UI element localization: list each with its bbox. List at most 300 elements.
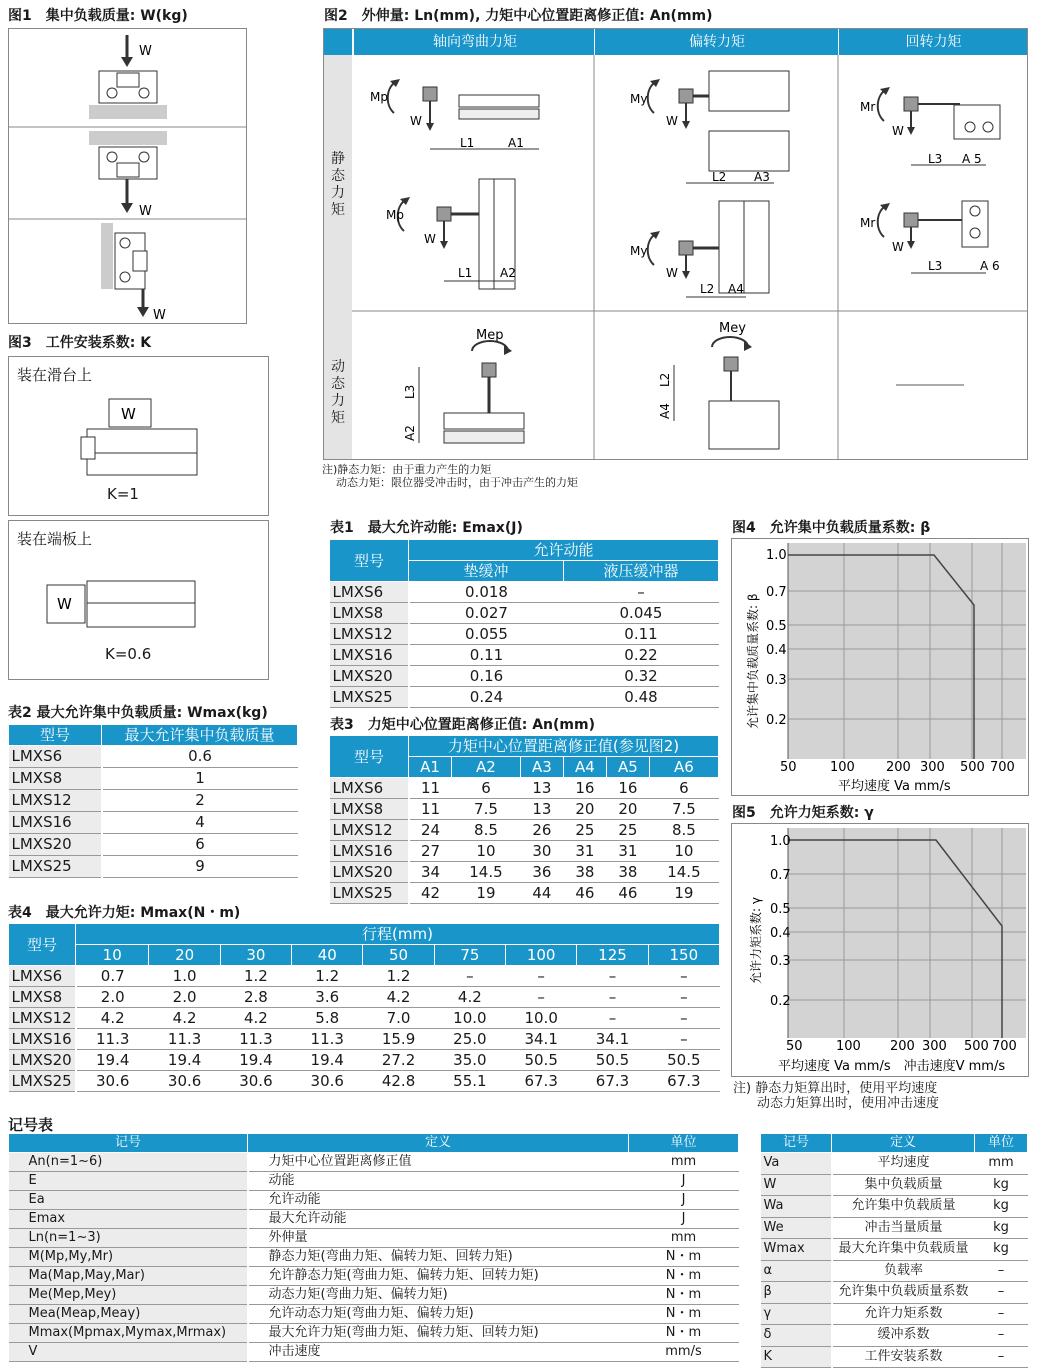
symbols-body-side <box>761 1153 1028 1368</box>
fig2-w5: W <box>892 124 904 138</box>
table1-cell: 0.32 <box>564 666 719 687</box>
symbols2-cell: 允许集中负载质量 <box>832 1196 975 1218</box>
fig4-xtick-6: 700 <box>990 760 1015 775</box>
table4-cell: 15.9 <box>363 1029 434 1050</box>
table3-row <box>330 862 719 883</box>
table4-col-header: 20 <box>149 945 220 966</box>
symbols-cell: 动能 <box>248 1172 629 1191</box>
table4-cell: 10.0 <box>434 1008 505 1029</box>
symbols2-cell: 缓冲系数 <box>832 1325 975 1347</box>
fig3-w1: W <box>121 405 136 423</box>
fig2-mep: Mep <box>476 328 504 343</box>
table2-row <box>9 768 298 790</box>
symbols-cell: 冲击速度 <box>248 1343 629 1362</box>
symbols2-cell: 冲击当量质量 <box>832 1217 975 1239</box>
table3-cell: LMXS12 <box>330 820 409 841</box>
fig4-ytick-2: 0.7 <box>766 585 787 600</box>
table4-colrow <box>9 945 720 966</box>
fig2-a2b: A2 <box>403 425 417 441</box>
symbols-row <box>9 1343 739 1362</box>
fig5-xtick-6: 700 <box>992 1039 1017 1054</box>
table4-cell: 19.4 <box>76 1050 149 1071</box>
table3-cell: 14.5 <box>451 862 520 883</box>
symbols2-cell: – <box>975 1282 1028 1304</box>
table2-row <box>9 856 298 878</box>
table2-cell: LMXS20 <box>9 834 102 856</box>
table3-cell: 13 <box>520 799 563 820</box>
table3-row <box>330 778 719 799</box>
fig2-my1: My <box>630 92 648 106</box>
symbols2-h-def: 定义 <box>832 1134 975 1153</box>
table3-cell: 16 <box>563 778 606 799</box>
fig2-mr2: Mr <box>860 216 876 230</box>
table3-cell: 46 <box>606 883 649 904</box>
table2-row <box>9 812 298 834</box>
symbols2-cell: kg <box>975 1174 1028 1196</box>
fig2-w1: W <box>410 114 422 128</box>
symbols2-cell: 集中负载质量 <box>832 1174 975 1196</box>
table3-col-header: A2 <box>451 757 520 778</box>
symbols-h-sym: 记号 <box>9 1134 248 1153</box>
symbols2-row <box>761 1174 1028 1196</box>
table3-title: 表3 力矩中心位置距离修正值: An(mm) <box>330 717 595 733</box>
fig5-note2: 动态力矩算出时，使用冲击速度 <box>757 1096 940 1111</box>
table3-cell: 7.5 <box>451 799 520 820</box>
table4-cell: LMXS6 <box>9 966 76 987</box>
table1-cell: 0.027 <box>409 603 564 624</box>
symbols-cell: N・m <box>629 1305 739 1324</box>
table3-cell: 11 <box>409 799 452 820</box>
fig2-w2: W <box>424 232 436 246</box>
table1-h-model: 型号 <box>330 540 409 582</box>
table3-cell: 34 <box>409 862 452 883</box>
fig5-ylabel: 允许力矩系数: γ <box>749 897 763 984</box>
fig4-ytick-1: 1.0 <box>766 548 787 563</box>
table4-cell: 34.1 <box>506 1029 577 1050</box>
table4-cell: 30.6 <box>220 1071 291 1092</box>
symbols-row <box>9 1172 739 1191</box>
table3-cell: 25 <box>563 820 606 841</box>
table3-row <box>330 841 719 862</box>
table2-cell: LMXS6 <box>9 746 102 768</box>
table1 <box>329 539 719 708</box>
table2-cell: 1 <box>102 768 298 790</box>
symbols2-cell: 工件安装系数 <box>832 1346 975 1368</box>
symbols2-cell: Wa <box>761 1196 832 1218</box>
table4-cell: 1.2 <box>220 966 291 987</box>
table3-cell: 26 <box>520 820 563 841</box>
symbols2-cell: β <box>761 1282 832 1304</box>
table3-cell: 6 <box>451 778 520 799</box>
symbols2-row <box>761 1303 1028 1325</box>
fig2-w3: W <box>666 114 678 128</box>
table1-cell: 0.11 <box>564 624 719 645</box>
symbols-cell: 允许动能 <box>248 1191 629 1210</box>
fig2-diagram <box>324 29 1027 459</box>
table3-cell: LMXS16 <box>330 841 409 862</box>
fig1-w3: W <box>153 308 166 323</box>
symbols-row <box>9 1324 739 1343</box>
table4-cell: 42.8 <box>363 1071 434 1092</box>
table4-cell: 27.2 <box>363 1050 434 1071</box>
table2-h-model: 型号 <box>9 725 102 746</box>
table4-cell: 50.5 <box>506 1050 577 1071</box>
symbols-cell: M(Mp,My,Mr) <box>9 1248 248 1267</box>
table1-title: 表1 最大允许动能: Emax(J) <box>330 520 523 536</box>
table2-row <box>9 746 298 768</box>
table1-row <box>330 645 719 666</box>
table4-cell: 30.6 <box>149 1071 220 1092</box>
symbols2-h-sym: 记号 <box>761 1134 832 1153</box>
fig3-mount2-diagram <box>43 577 223 637</box>
table2-title: 表2 最大允许集中负载质量: Wmax(kg) <box>8 705 268 721</box>
symbols2-cell: Wmax <box>761 1239 832 1261</box>
table4-cell: – <box>648 987 719 1008</box>
table3-col-header: A3 <box>520 757 563 778</box>
table4-cell: 67.3 <box>648 1071 719 1092</box>
fig4-ytick-4: 0.4 <box>766 643 787 658</box>
table1-cell: LMXS20 <box>330 666 409 687</box>
table4-row <box>9 1050 720 1071</box>
symbols-cell: J <box>629 1172 739 1191</box>
table4-cell: 4.2 <box>434 987 505 1008</box>
table1-cell: LMXS6 <box>330 582 409 603</box>
fig5-xtick-2: 100 <box>836 1039 861 1054</box>
table1-row <box>330 624 719 645</box>
table3-cell: 46 <box>563 883 606 904</box>
fig2-w4: W <box>666 266 678 280</box>
fig5-chart <box>732 824 1028 1076</box>
symbols-row <box>9 1248 739 1267</box>
table4-h-model: 型号 <box>9 924 76 966</box>
symbols2-cell: 最大允许集中负载质量 <box>832 1239 975 1261</box>
table3-cell: 31 <box>606 841 649 862</box>
symbols-row <box>9 1210 739 1229</box>
symbols2-cell: – <box>975 1303 1028 1325</box>
table4-col-header: 50 <box>363 945 434 966</box>
table2-cell: 4 <box>102 812 298 834</box>
symbols-table-main <box>8 1133 739 1362</box>
fig3-k2: K=0.6 <box>105 645 152 663</box>
fig5-xlabel: 平均速度 Va mm/s 冲击速度V mm/s <box>778 1059 1006 1074</box>
table4-cell: – <box>577 1008 648 1029</box>
fig5-xtick-1: 50 <box>786 1039 803 1054</box>
symbols2-cell: δ <box>761 1325 832 1347</box>
symbols-cell: J <box>629 1191 739 1210</box>
symbols2-cell: 允许集中负载质量系数 <box>832 1282 975 1304</box>
table4-cell: – <box>577 966 648 987</box>
symbols2-row <box>761 1196 1028 1218</box>
symbols-cell: Mea(Meap,Meay) <box>9 1305 248 1324</box>
table3-cell: 31 <box>563 841 606 862</box>
table3-cell: 30 <box>520 841 563 862</box>
fig2-a1: A1 <box>508 136 524 150</box>
symbols2-cell: α <box>761 1260 832 1282</box>
symbols-cell: 最大允许力矩(弯曲力矩、偏转力矩、回转力矩) <box>248 1324 629 1343</box>
symbols-row <box>9 1286 739 1305</box>
table4-cell: 67.3 <box>577 1071 648 1092</box>
fig2-mr1: Mr <box>860 100 876 114</box>
table4-cell: 19.4 <box>292 1050 363 1071</box>
table3-cell: 8.5 <box>451 820 520 841</box>
table4-cell: 30.6 <box>76 1071 149 1092</box>
symbols2-cell: 允许力矩系数 <box>832 1303 975 1325</box>
fig4-xtick-1: 50 <box>780 760 797 775</box>
symbols2-cell: – <box>975 1325 1028 1347</box>
table1-cell: 0.48 <box>564 687 719 708</box>
symbols-table-side <box>760 1133 1028 1368</box>
symbols-cell: Emax <box>9 1210 248 1229</box>
symbols-cell: mm <box>629 1229 739 1248</box>
table4-col-header: 75 <box>434 945 505 966</box>
table1-body <box>330 582 719 708</box>
table3-cell: 20 <box>606 799 649 820</box>
symbols-cell: An(n=1~6) <box>9 1153 248 1172</box>
table4-cell: 4.2 <box>363 987 434 1008</box>
table3-cell: 42 <box>409 883 452 904</box>
table2-h-val: 最大允许集中负载质量 <box>102 725 298 746</box>
table4-cell: 1.0 <box>149 966 220 987</box>
symbols-body-main <box>9 1153 739 1362</box>
table4-cell: 0.7 <box>76 966 149 987</box>
fig2-l1: L1 <box>460 136 475 150</box>
table4-cell: – <box>648 966 719 987</box>
symbols2-cell: γ <box>761 1303 832 1325</box>
table4-col-header: 150 <box>648 945 719 966</box>
symbols-cell: N・m <box>629 1324 739 1343</box>
table4-cell: 50.5 <box>577 1050 648 1071</box>
symbols2-cell: 负载率 <box>832 1260 975 1282</box>
symbols-cell: Ea <box>9 1191 248 1210</box>
table2-cell: 6 <box>102 834 298 856</box>
symbols2-row <box>761 1239 1028 1261</box>
fig2-l2c: L2 <box>658 372 672 387</box>
table4-cell: 3.6 <box>292 987 363 1008</box>
table1-h-group: 允许动能 <box>409 540 719 561</box>
table3-row <box>330 799 719 820</box>
symbols-cell: N・m <box>629 1267 739 1286</box>
table4-row <box>9 1071 720 1092</box>
fig2-l3b: L3 <box>928 259 943 273</box>
fig4-xtick-2: 100 <box>830 760 855 775</box>
table4-cell: 7.0 <box>363 1008 434 1029</box>
table4-cell: – <box>434 966 505 987</box>
table1-row <box>330 666 719 687</box>
symbols-row <box>9 1191 739 1210</box>
table3-cell: LMXS25 <box>330 883 409 904</box>
table4-col-header: 10 <box>76 945 149 966</box>
symbols-cell: mm/s <box>629 1343 739 1362</box>
table4-cell: – <box>577 987 648 1008</box>
table1-row <box>330 687 719 708</box>
fig4-xtick-4: 300 <box>920 760 945 775</box>
fig2-row-dynamic: 动态力矩 <box>331 359 345 426</box>
table4-cell: – <box>648 1008 719 1029</box>
table4-cell: LMXS16 <box>9 1029 76 1050</box>
table4-cell: 11.3 <box>220 1029 291 1050</box>
fig2-l2b: L2 <box>700 282 715 296</box>
table1-cell: 0.24 <box>409 687 564 708</box>
table4-cell: – <box>648 1029 719 1050</box>
table4-cell: 11.3 <box>149 1029 220 1050</box>
fig1-diagram <box>9 29 246 323</box>
symbols2-cell: W <box>761 1174 832 1196</box>
symbols2-row <box>761 1217 1028 1239</box>
symbols-cell: 外伸量 <box>248 1229 629 1248</box>
table3-cell: 19 <box>451 883 520 904</box>
fig2-l1b: L1 <box>458 266 473 280</box>
fig5-xtick-5: 500 <box>964 1039 989 1054</box>
table4-cell: 67.3 <box>506 1071 577 1092</box>
table4-cell: 25.0 <box>434 1029 505 1050</box>
table4-cell: 4.2 <box>220 1008 291 1029</box>
table4-cell: 19.4 <box>220 1050 291 1071</box>
fig2-col-yaw: 偏转力矩 <box>594 29 839 55</box>
symbols2-row <box>761 1282 1028 1304</box>
symbols-cell: 静态力矩(弯曲力矩、偏转力矩、回转力矩) <box>248 1248 629 1267</box>
table3-row <box>330 883 719 904</box>
table4-col-header: 100 <box>506 945 577 966</box>
table4-cell: 35.0 <box>434 1050 505 1071</box>
fig4-xtick-3: 200 <box>886 760 911 775</box>
table1-cell: 0.055 <box>409 624 564 645</box>
fig3-mount-slide <box>8 356 269 516</box>
fig5-xtick-3: 200 <box>890 1039 915 1054</box>
table4-row <box>9 987 720 1008</box>
symbols2-cell: 平均速度 <box>832 1153 975 1175</box>
table4-col-header: 40 <box>292 945 363 966</box>
table2 <box>8 724 298 878</box>
table3-cell: 10 <box>451 841 520 862</box>
table4-body <box>9 966 720 1092</box>
table3-cell: 8.5 <box>649 820 718 841</box>
fig2-col-axial: 轴向弯曲力矩 <box>352 29 596 55</box>
symbols2-cell: kg <box>975 1196 1028 1218</box>
table1-h-b: 液压缓冲器 <box>564 561 719 582</box>
fig4-title: 图4 允许集中负载质量系数: β <box>732 520 931 536</box>
table3-cell: 44 <box>520 883 563 904</box>
table1-cell: – <box>564 582 719 603</box>
fig2-note1: 注)静态力矩：由于重力产生的力矩 <box>322 463 492 476</box>
table2-row <box>9 834 298 856</box>
table3-cell: LMXS20 <box>330 862 409 883</box>
symbols-cell: 最大允许动能 <box>248 1210 629 1229</box>
fig2-a2: A2 <box>500 266 516 280</box>
table4-title: 表4 最大允许力矩: Mmax(N・m) <box>8 905 241 921</box>
symbols2-cell: We <box>761 1217 832 1239</box>
symbols2-row <box>761 1153 1028 1175</box>
symbols-cell: E <box>9 1172 248 1191</box>
table1-cell: LMXS12 <box>330 624 409 645</box>
table2-cell: LMXS8 <box>9 768 102 790</box>
table1-cell: LMXS25 <box>330 687 409 708</box>
symbols2-cell: mm <box>975 1153 1028 1175</box>
table4-row <box>9 966 720 987</box>
table3-cell: 20 <box>563 799 606 820</box>
table4-row <box>9 1029 720 1050</box>
symbols2-cell: – <box>975 1260 1028 1282</box>
table4-cell: 50.5 <box>648 1050 719 1071</box>
fig1-title: 图1 集中负载质量: W(kg) <box>8 8 188 24</box>
table3-cell: 36 <box>520 862 563 883</box>
fig2-w6: W <box>892 240 904 254</box>
symbols-cell: Ma(Map,May,Mar) <box>9 1267 248 1286</box>
fig2-l3: L3 <box>928 152 943 166</box>
table3-cell: LMXS8 <box>330 799 409 820</box>
fig5-ytick-3: 0.5 <box>770 902 791 917</box>
table2-cell: LMXS16 <box>9 812 102 834</box>
table4-cell: 5.8 <box>292 1008 363 1029</box>
table4-cell: LMXS8 <box>9 987 76 1008</box>
table1-cell: LMXS8 <box>330 603 409 624</box>
fig2-title: 图2 外伸量: Ln(mm), 力矩中心位置距离修正值: An(mm) <box>324 8 713 24</box>
fig2-note2: 动态力矩：限位器受冲击时，由于冲击产生的力矩 <box>336 476 578 489</box>
fig1-w2: W <box>139 204 152 219</box>
table1-row <box>330 603 719 624</box>
table3-h-group: 力矩中心位置距离修正值(参见图2) <box>409 736 719 757</box>
table4-col-header: 125 <box>577 945 648 966</box>
table4-cell: LMXS25 <box>9 1071 76 1092</box>
table1-row <box>330 582 719 603</box>
table3-cell: 6 <box>649 778 718 799</box>
table2-cell: 9 <box>102 856 298 878</box>
symbols-row <box>9 1229 739 1248</box>
symbols-cell: Mmax(Mpmax,Mymax,Mrmax) <box>9 1324 248 1343</box>
symbols-row <box>9 1153 739 1172</box>
fig2-col-roll: 回转力矩 <box>838 29 1028 55</box>
fig1-frame <box>8 28 247 324</box>
table3 <box>329 735 719 904</box>
table3-cell: 10 <box>649 841 718 862</box>
symbols2-cell: – <box>975 1346 1028 1368</box>
fig5-xtick-4: 300 <box>922 1039 947 1054</box>
fig5-note1: 注) 静态力矩算出时，使用平均速度 <box>733 1081 938 1096</box>
table4-row <box>9 1008 720 1029</box>
fig2-a5: A 5 <box>962 152 982 166</box>
fig2-a4b: A4 <box>658 403 672 419</box>
table3-cell: 11 <box>409 778 452 799</box>
symbols-cell: 动态力矩(弯曲力矩、偏转力矩) <box>248 1286 629 1305</box>
table4-cell: – <box>506 966 577 987</box>
symbols-cell: J <box>629 1210 739 1229</box>
fig5-ytick-1: 1.0 <box>770 834 791 849</box>
table4-cell: 1.2 <box>292 966 363 987</box>
table3-cell: 14.5 <box>649 862 718 883</box>
symbols-cell: N・m <box>629 1286 739 1305</box>
table3-col-header: A6 <box>649 757 718 778</box>
symbols2-row <box>761 1325 1028 1347</box>
table4-cell: 4.2 <box>149 1008 220 1029</box>
fig4-ytick-6: 0.2 <box>766 713 787 728</box>
fig5-ytick-6: 0.2 <box>770 994 791 1009</box>
fig3-mount-endplate <box>8 520 269 680</box>
fig4-ylabel: 允许集中负载质量系数: β <box>746 593 760 729</box>
table3-col-header: A4 <box>563 757 606 778</box>
table4-cell: 55.1 <box>434 1071 505 1092</box>
table2-body <box>9 746 298 878</box>
table2-cell: LMXS25 <box>9 856 102 878</box>
fig4-chart <box>732 539 1028 795</box>
symbols-h-def: 定义 <box>248 1134 629 1153</box>
fig5-ytick-2: 0.7 <box>770 868 791 883</box>
table3-h-model: 型号 <box>330 736 409 778</box>
fig5-ytick-4: 0.4 <box>770 926 791 941</box>
fig3-k1: K=1 <box>107 485 139 503</box>
table4-col-header: 30 <box>220 945 291 966</box>
symbols-row <box>9 1305 739 1324</box>
table1-cell: 0.018 <box>409 582 564 603</box>
table1-cell: LMXS16 <box>330 645 409 666</box>
